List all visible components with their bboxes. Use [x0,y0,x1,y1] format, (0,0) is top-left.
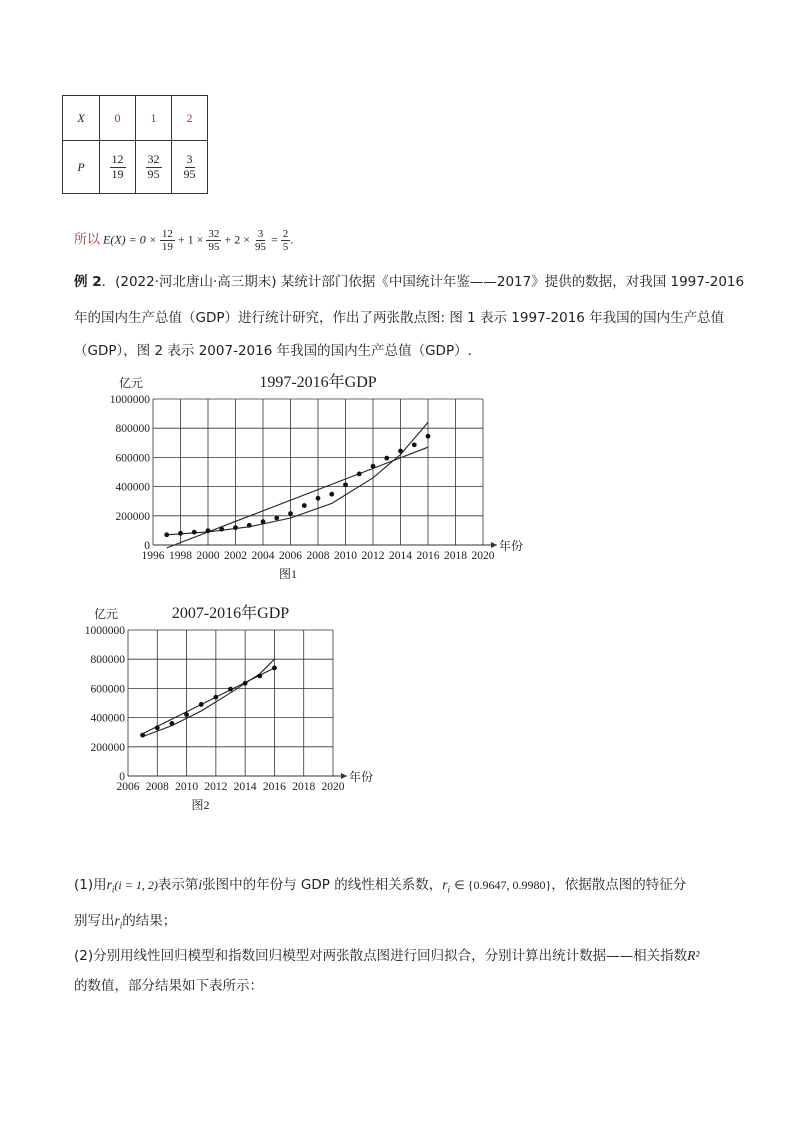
data-point [164,532,169,537]
data-point [219,527,224,532]
x-axis-label: 年份 [349,770,374,784]
x-tick-label: 2004 [251,550,275,562]
q2-text: (2)分别用线性回归模型和指数回归模型对两张散点图进行回归拟合，分别计算出统计数据——相关指数 [74,948,688,964]
y-tick-label: 200000 [90,741,125,754]
formula-prefix: 所以 [74,232,101,248]
chart-caption: 图1 [278,567,298,581]
x-value: 0 [100,96,136,141]
x-tick-label: 2010 [175,781,199,793]
x-tick-label: 2010 [334,550,357,562]
x-tick-label: 2018 [444,550,467,562]
linear-fit-line [143,668,275,734]
data-point [184,712,189,717]
example-line-1 [74,270,744,290]
formula-expr: E(X) = 0 × [103,232,157,247]
y-tick-label: 1000000 [84,625,125,637]
data-point [412,442,417,447]
x-tick-label: 1998 [169,550,192,562]
fraction: $\frac{32}{95}$ [208,228,220,254]
q1-text: 的结果； [122,913,177,929]
data-point [228,687,233,692]
x-tick-label: 2008 [306,550,330,562]
y-tick-label: 400000 [90,712,125,725]
r-symbol: $r_i$ [106,877,115,895]
formula-term: + 1 × [177,232,204,247]
q1-text: (1)用 [74,877,107,893]
data-point [398,449,403,454]
x-value: 1 [136,96,172,141]
q1-text: ，依据散点图的特征分 [551,877,687,893]
data-point [170,721,175,726]
p-value: $\frac{12}{19}$ [100,141,136,194]
data-point [206,528,211,533]
q1-text: 表示第 [157,877,199,893]
x-tick-label: 2018 [292,781,316,793]
question-2-line-1 [74,944,699,964]
y-tick-label: 400000 [115,481,150,494]
x-tick-label: 2016 [416,550,440,562]
y-tick-label: 800000 [90,654,125,667]
y-tick-label: 800000 [115,423,150,436]
data-point [357,471,362,476]
data-point [384,456,389,461]
formula-end: . [290,232,294,247]
row-label-p: P [63,141,100,194]
linear-fit-line [167,447,428,548]
data-point [247,523,252,528]
chart-title: 2007-2016年GDP [171,605,290,622]
y-tick-label: 600000 [90,683,125,696]
formula-term: + 2 × [224,232,250,247]
data-point [243,681,248,686]
question-1-line-1 [74,873,686,895]
y-tick-label: 600000 [115,452,150,465]
x-tick-label: 1996 [141,550,165,562]
exponential-fit-line [167,422,428,534]
chart-caption: 图2 [191,798,210,812]
example-label: 例 2 [74,274,102,290]
y-tick-label: 0 [144,540,150,552]
data-point [274,516,279,521]
table-row [63,96,208,141]
table-row [63,141,208,194]
x-tick-label: 2006 [279,550,302,562]
r2-symbol: R² [687,948,700,963]
x-tick-label: 2016 [262,781,286,793]
x-axis-arrow [341,773,347,779]
r-symbol: $r_i$ [114,913,123,931]
formula-eq: = [270,232,278,247]
fraction: $\frac{12}{19}$ [161,228,173,254]
data-point [288,511,293,516]
p-value: $\frac{32}{95}$ [136,141,172,194]
x-axis-label: 年份 [499,539,524,553]
x-tick-label: 2002 [224,550,247,562]
example-line-2: 年的国内生产总值（GDP）进行统计研究，作出了两张散点图: 图 1 表示 1997-2016 年我国的国内生产总值 [74,310,725,326]
x-tick-label: 2006 [116,781,140,793]
data-point [199,702,204,707]
set-expression: ∈ {0.9647, 0.9980} [454,878,552,892]
data-point [233,525,238,530]
chart-title: 1997-2016年GDP [259,374,377,391]
distribution-table [62,95,208,194]
data-point [316,496,321,501]
data-point [302,503,307,508]
r-symbol: $r_i$ [442,877,450,895]
question-1-line-2 [74,909,176,931]
data-point [343,482,348,487]
fraction: $\frac{2}{5}$ [282,228,289,254]
x-tick-label: 2012 [204,781,228,793]
y-tick-label: 0 [119,771,125,783]
data-point [213,695,218,700]
data-point [192,530,197,535]
x-tick-label: 2020 [471,550,495,562]
q1-text: 别写出 [74,913,115,929]
y-tick-label: 200000 [115,510,150,523]
y-tick-label: 1000000 [109,394,150,406]
data-point [261,519,266,524]
x-tick-label: 2014 [389,550,412,562]
example-text: ．(2022·河北唐山·高三期末) 某统计部门依据《中国统计年鉴——2017》提供的数据，对我国 1997-2016 [101,274,745,290]
x-tick-label: 2014 [233,781,257,793]
data-point [272,666,277,671]
example-line-3: （GDP），图 2 表示 2007-2016 年我国的国内生产总值（GDP）. [74,343,472,359]
data-point [329,492,334,497]
x-tick-label: 2000 [196,550,220,562]
gdp-chart-1997-2016 [60,365,530,590]
question-2-line-2: 的数值，部分结果如下表所示： [74,978,263,994]
expectation-formula [74,228,293,253]
data-point [257,674,262,679]
row-label-x: X [63,96,100,141]
i-symbol: i [198,877,203,892]
gdp-chart-2007-2016 [60,598,390,823]
x-tick-label: 2020 [321,781,345,793]
q1-text: 张图中的年份与 GDP 的线性相关系数， [202,877,443,893]
p-value: $\frac{3}{95}$ [172,141,208,194]
data-point [155,725,160,730]
x-value: 2 [172,96,208,141]
y-axis-label: 亿元 [118,376,143,390]
condition: (i = 1, 2) [114,878,158,892]
exponential-fit-line [143,659,275,736]
y-axis-label: 亿元 [93,607,118,621]
data-point [371,464,376,469]
data-point [178,531,183,536]
data-point [426,434,431,439]
x-tick-label: 2008 [145,781,169,793]
x-axis-arrow [491,542,497,548]
data-point [140,733,145,738]
x-tick-label: 2012 [361,550,385,562]
fraction: $\frac{3}{95}$ [254,228,266,254]
